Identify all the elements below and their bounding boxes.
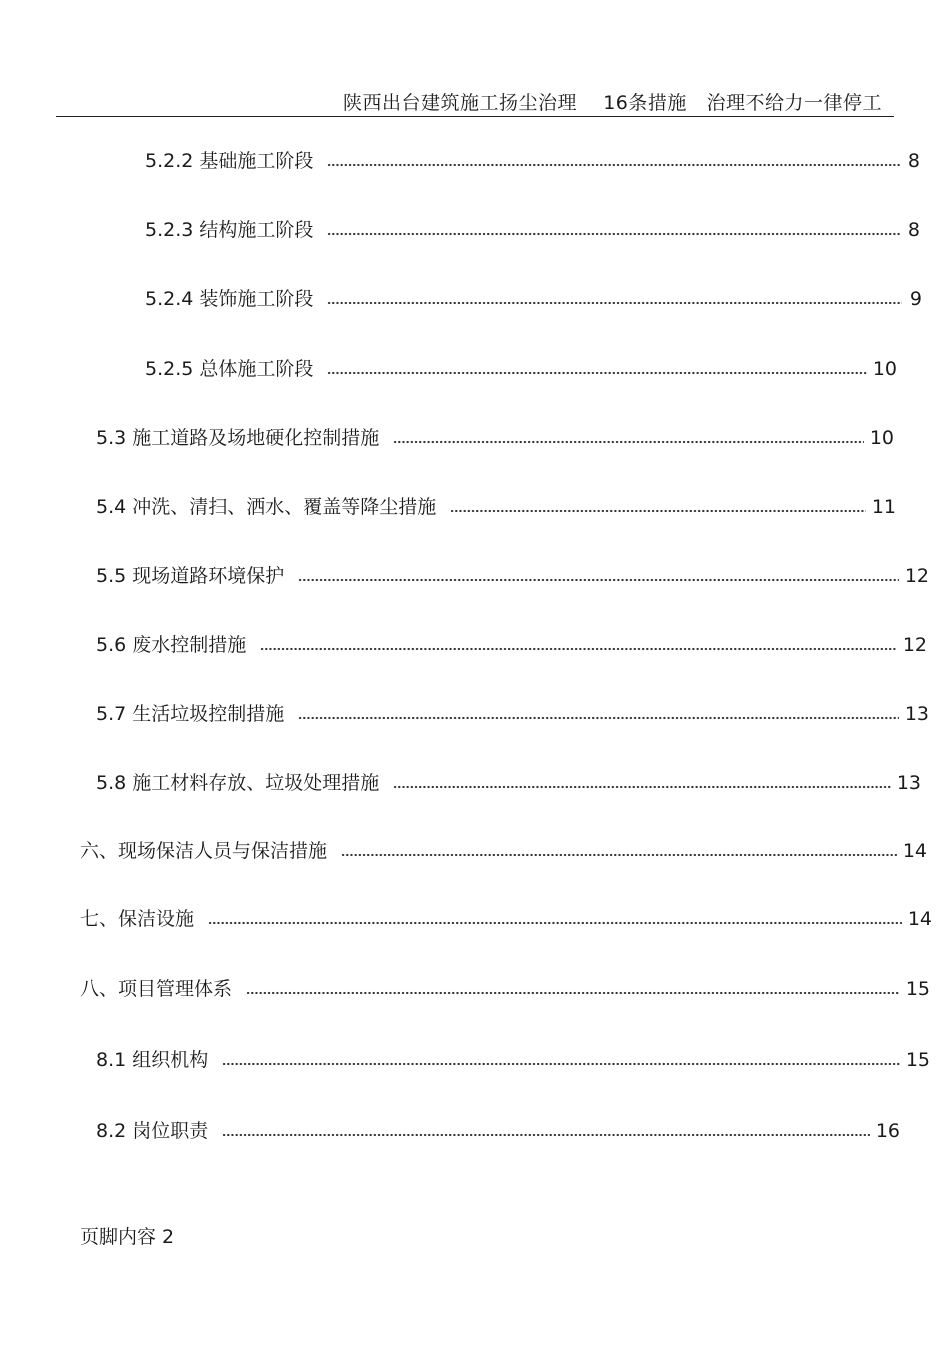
- header-title: 陕西出台建筑施工扬尘治理 16条措施 治理不给力一律停工: [343, 92, 882, 114]
- toc-dot-leader: [246, 990, 900, 996]
- toc-dot-leader: [393, 784, 891, 790]
- toc-dot-leader: [222, 1061, 900, 1067]
- toc-entry-label: 8.2 岗位职责: [96, 1120, 209, 1142]
- toc-entry-page: 9: [909, 288, 922, 310]
- toc-entry-label: 5.6 废水控制措施: [96, 634, 247, 656]
- toc-entry[interactable]: [96, 562, 929, 590]
- toc-entry-page: 10: [869, 427, 894, 449]
- toc-entry[interactable]: [96, 1117, 900, 1145]
- toc-entry[interactable]: [80, 905, 932, 933]
- toc-dot-leader: [327, 162, 900, 168]
- toc-dot-leader: [222, 1132, 870, 1138]
- toc-entry[interactable]: [96, 769, 921, 797]
- toc-dot-leader: [393, 439, 864, 445]
- toc-entry[interactable]: [96, 1046, 930, 1074]
- toc-entry-page: 13: [904, 703, 929, 725]
- toc-entry-label: 5.2.3 结构施工阶段: [145, 219, 314, 241]
- toc-dot-leader: [450, 508, 866, 514]
- toc-entry-label: 六、现场保洁人员与保洁措施: [80, 840, 328, 862]
- page-footer: 页脚内容 2: [80, 1226, 175, 1248]
- toc-entry-label: 5.2.4 装饰施工阶段: [145, 288, 314, 310]
- toc-entry-page: 10: [872, 358, 897, 380]
- toc-dot-leader: [298, 715, 899, 721]
- toc-dot-leader: [208, 920, 902, 926]
- toc-entry-label: 5.7 生活垃圾控制措施: [96, 703, 285, 725]
- toc-entry[interactable]: [80, 975, 930, 1003]
- toc-dot-leader: [260, 646, 897, 652]
- toc-entry-page: 12: [904, 565, 929, 587]
- toc-entry-label: 5.2.2 基础施工阶段: [145, 150, 314, 172]
- toc-entry-label: 5.3 施工道路及场地硬化控制措施: [96, 427, 380, 449]
- toc-entry-page: 13: [896, 772, 921, 794]
- toc-entry-page: 12: [902, 634, 927, 656]
- toc-entry-page: 8: [907, 150, 920, 172]
- toc-entry-page: 16: [875, 1120, 900, 1142]
- toc-dot-leader: [327, 370, 866, 376]
- toc-entry[interactable]: [96, 424, 894, 452]
- toc-entry[interactable]: [145, 355, 897, 383]
- toc-entry-page: 15: [905, 978, 930, 1000]
- toc-dot-leader: [327, 300, 902, 306]
- toc-entry-page: 11: [871, 496, 896, 518]
- toc-entry-page: 15: [905, 1049, 930, 1071]
- toc-entry-page: 14: [902, 840, 927, 862]
- toc-entry-label: 5.4 冲洗、清扫、洒水、覆盖等降尘措施: [96, 496, 437, 518]
- toc-entry[interactable]: [96, 631, 927, 659]
- toc-entry-page: 8: [907, 219, 920, 241]
- toc-entry-label: 八、项目管理体系: [80, 978, 233, 1000]
- toc-entry-label: 5.8 施工材料存放、垃圾处理措施: [96, 772, 380, 794]
- toc-dot-leader: [341, 852, 897, 858]
- toc-entry[interactable]: [80, 837, 927, 865]
- toc-entry-label: 5.2.5 总体施工阶段: [145, 358, 314, 380]
- toc-dot-leader: [298, 577, 899, 583]
- toc-entry[interactable]: [145, 285, 922, 313]
- toc-entry[interactable]: [145, 147, 920, 175]
- toc-entry[interactable]: [96, 700, 929, 728]
- toc-entry[interactable]: [145, 216, 920, 244]
- toc-entry-label: 5.5 现场道路环境保护: [96, 565, 285, 587]
- toc-dot-leader: [327, 231, 900, 237]
- toc-entry[interactable]: [96, 493, 896, 521]
- toc-entry-label: 七、保洁设施: [80, 908, 195, 930]
- toc-entry-page: 14: [907, 908, 932, 930]
- toc-entry-label: 8.1 组织机构: [96, 1049, 209, 1071]
